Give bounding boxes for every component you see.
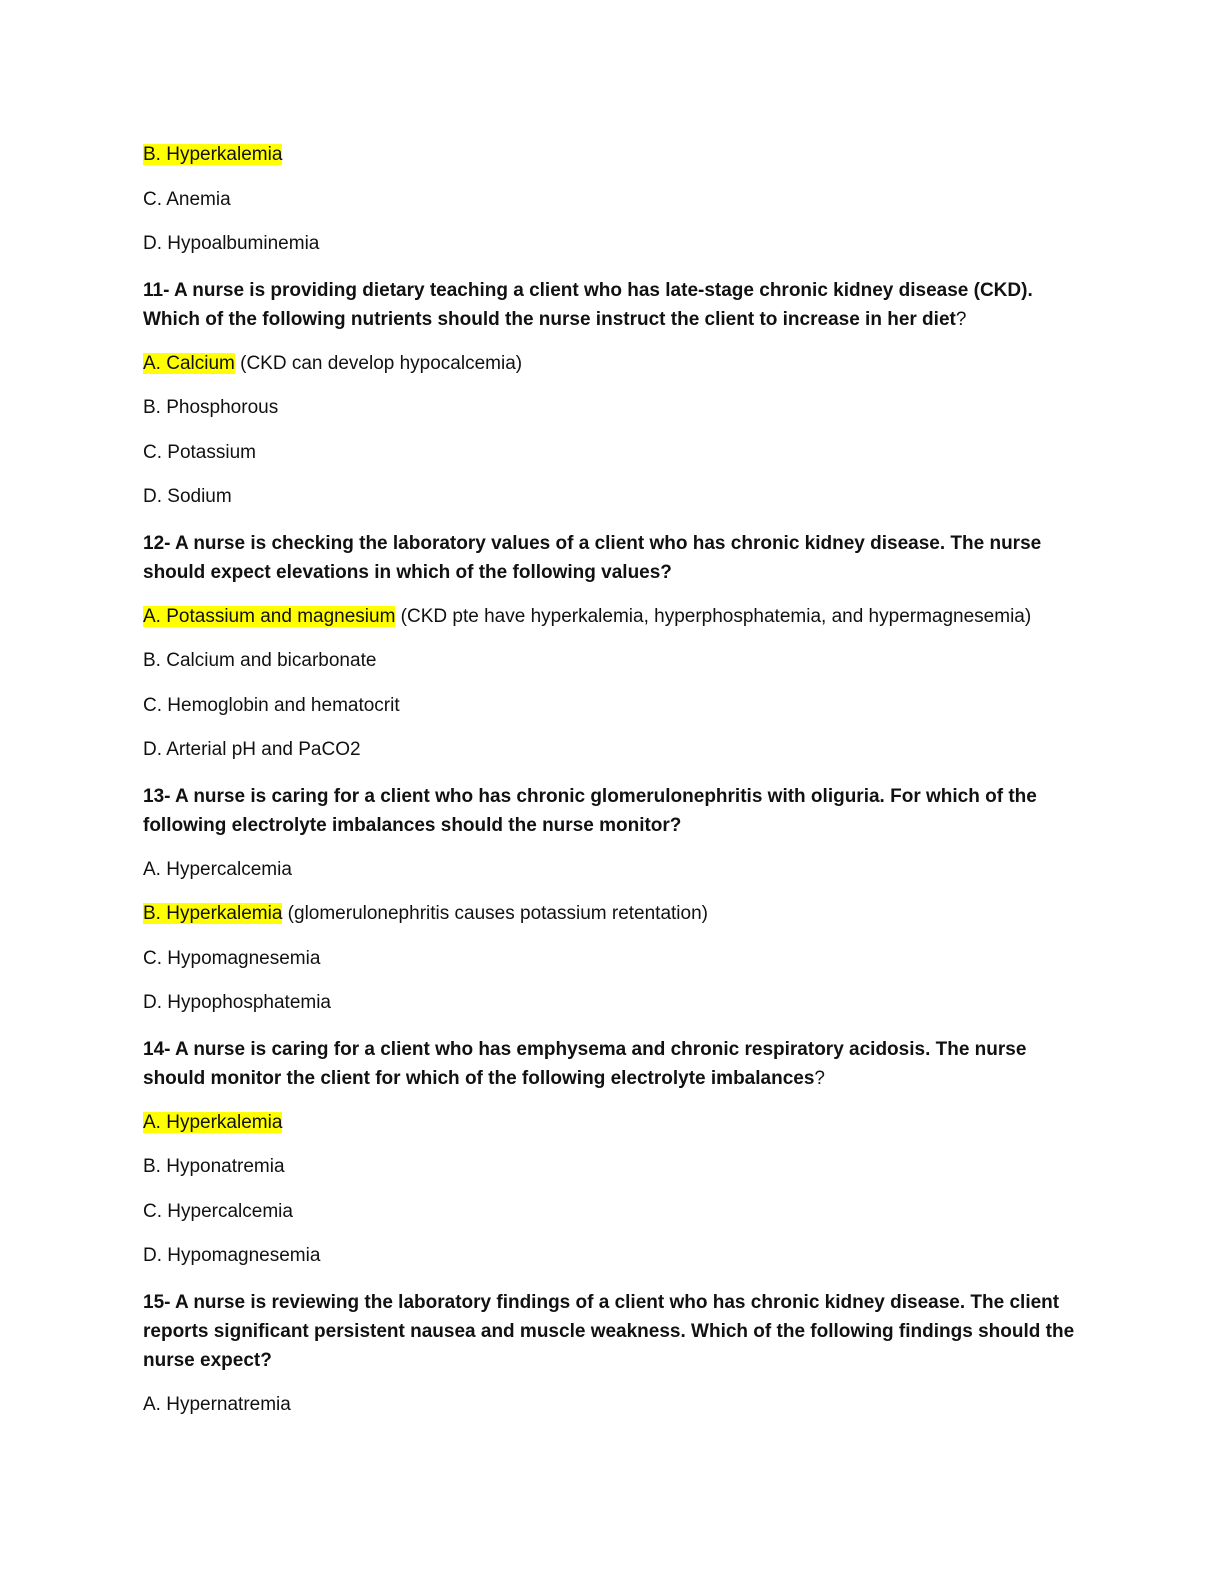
- answer-note: (CKD pte have hyperkalemia, hyperphosphatemia, and hypermagnesemia): [395, 605, 1032, 627]
- option: C. Anemia: [143, 188, 231, 210]
- highlighted-answer: B. Hyperkalemia: [143, 144, 283, 165]
- option: D. Arterial pH and PaCO2: [143, 739, 361, 760]
- answer-note: (glomerulonephritis causes potassium retentation): [282, 903, 708, 924]
- question-11: 11- A nurse is providing dietary teaching a client who has late-stage chronic kidney disease (CKD). Which of the following nutrients should the nurse instruct the client to increase in her diet?: [143, 279, 1033, 330]
- document-body: [143, 142, 1083, 1436]
- option: A. Hypernatremia: [143, 1393, 291, 1415]
- option: A. Hypercalcemia: [143, 858, 292, 880]
- option: C. Hypomagnesemia: [143, 947, 321, 969]
- option: B. Phosphorous: [143, 397, 279, 418]
- highlighted-answer: A. Potassium and magnesium: [143, 605, 396, 627]
- option: [143, 901, 1083, 927]
- highlighted-answer: B. Hyperkalemia: [143, 903, 283, 924]
- highlighted-answer: A. Calcium: [143, 352, 235, 374]
- option: C. Potassium: [143, 441, 256, 463]
- option: [143, 604, 1083, 630]
- highlighted-answer: A. Hyperkalemia: [143, 1111, 283, 1133]
- option: D. Hypophosphatemia: [143, 992, 331, 1013]
- option: [143, 142, 1083, 168]
- option: B. Calcium and bicarbonate: [143, 650, 377, 671]
- question-12: 12- A nurse is checking the laboratory values of a client who has chronic kidney disease. The nurse should expect elevations in which of the following values?: [143, 532, 1042, 583]
- answer-note: (CKD can develop hypocalcemia): [234, 352, 523, 374]
- option: [143, 351, 1083, 377]
- option: C. Hemoglobin and hematocrit: [143, 694, 400, 716]
- option: C. Hypercalcemia: [143, 1200, 293, 1222]
- question-14: 14- A nurse is caring for a client who has emphysema and chronic respiratory acidosis. The nurse should monitor the client for which of the following electrolyte imbalances?: [143, 1038, 1027, 1089]
- option: D. Sodium: [143, 486, 232, 507]
- option: D. Hypomagnesemia: [143, 1245, 321, 1266]
- option: [143, 1110, 1083, 1136]
- option: D. Hypoalbuminemia: [143, 233, 320, 254]
- question-15: 15- A nurse is reviewing the laboratory findings of a client who has chronic kidney disease. The client reports significant persistent nausea and muscle weakness. Which of the following findings should the nurse expect?: [143, 1291, 1075, 1371]
- question-13: 13- A nurse is caring for a client who has chronic glomerulonephritis with oliguria. For which of the following electrolyte imbalances should the nurse monitor?: [143, 785, 1037, 836]
- option: B. Hyponatremia: [143, 1156, 285, 1177]
